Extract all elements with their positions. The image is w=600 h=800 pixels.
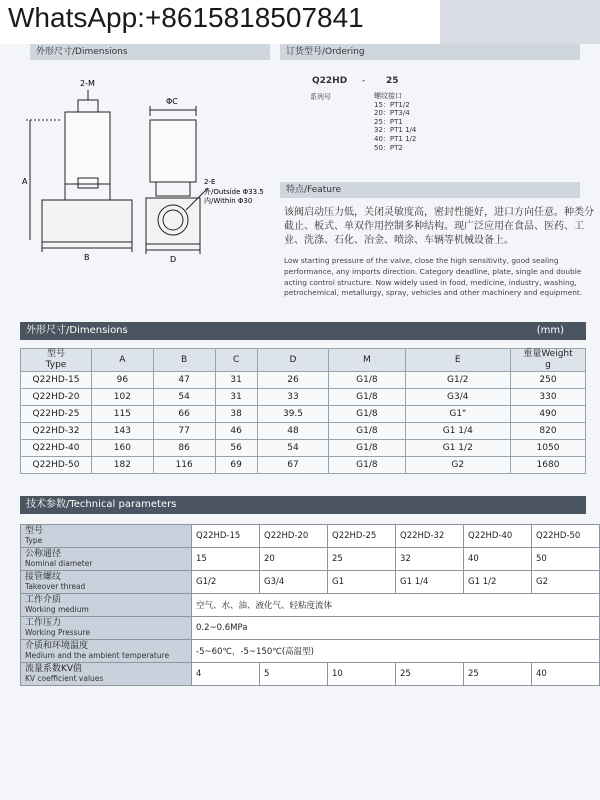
label-d: D <box>170 255 177 264</box>
table-cell: 250 <box>511 372 586 389</box>
tech-cell: 40 <box>464 548 532 571</box>
col-weight-cn: 重量Weight <box>523 349 573 359</box>
table-cell: G1/8 <box>329 372 405 389</box>
table-cell: 86 <box>153 440 215 457</box>
col-m: M <box>329 349 405 372</box>
table-cell: 143 <box>92 423 154 440</box>
dimensions-unit: (mm) <box>536 325 564 336</box>
col-b: B <box>153 349 215 372</box>
col-e: E <box>405 349 510 372</box>
tech-cell: 15 <box>192 548 260 571</box>
table-cell: G3/4 <box>405 389 510 406</box>
table-cell: 160 <box>92 440 154 457</box>
tech-model: Q22HD-20 <box>260 525 328 548</box>
tech-type-label <box>21 525 192 548</box>
tech-row-label-cn: 流量系数KV值 <box>25 664 83 674</box>
ordering-model-code: Q22HD <box>312 76 348 86</box>
ordering-port-label: 螺纹接口 <box>374 92 402 100</box>
table-cell: G1/8 <box>329 389 405 406</box>
tech-row-label-en: Medium and the ambient temperature <box>25 651 170 660</box>
table-cell: 66 <box>153 406 215 423</box>
label-2m: 2-M <box>80 79 95 88</box>
tech-row-working-medium <box>21 594 600 617</box>
table-cell: 96 <box>92 372 154 389</box>
tech-cell-span: 空气、水、油、液化气、轻粘度流体 <box>192 594 600 617</box>
feature-header: 特点/Feature <box>280 182 580 198</box>
table-cell: 54 <box>257 440 328 457</box>
dimensions-table <box>20 348 586 474</box>
tech-cell: 40 <box>532 663 600 686</box>
ordering-port-item: 15：PT1/2 <box>374 100 410 109</box>
ordering-port-item: 40：PT1 1/2 <box>374 134 417 143</box>
ordering-port-item: 25：PT1 <box>374 117 403 126</box>
table-cell: Q22HD-25 <box>21 406 92 423</box>
tech-row-takeover-thread <box>21 571 600 594</box>
tech-row-label <box>21 594 192 617</box>
col-type <box>21 349 92 372</box>
label-within: 内/Within Φ30 <box>204 197 253 205</box>
table-cell: G1/8 <box>329 457 405 474</box>
label-phic: ΦC <box>166 97 178 106</box>
tech-row-kv <box>21 663 600 686</box>
dimensions-table-header <box>20 322 586 340</box>
watermark-banner <box>0 0 440 44</box>
table-cell: G1/2 <box>405 372 510 389</box>
table-cell: 102 <box>92 389 154 406</box>
valve-dimension-drawing <box>20 60 270 320</box>
col-type-en: Type <box>45 360 67 370</box>
tech-row-label <box>21 663 192 686</box>
tech-row-label-cn: 公称通径 <box>25 549 62 559</box>
tech-cell: 25 <box>328 548 396 571</box>
tech-row-label-cn: 介质和环境温度 <box>25 641 89 651</box>
table-cell: 56 <box>215 440 257 457</box>
feature-text-cn: 该阀启动压力低，关闭灵敏度高，密封性能好，进口方向任意。种类分截止、板式、单双作用控制多种结构。现广泛应用在食品、医药、工业、洗涤、石化、冶金、喷涂、车辆等机械设备上。 <box>284 207 594 246</box>
table-cell: 33 <box>257 389 328 406</box>
tech-row-label-en: Nominal diameter <box>25 559 93 568</box>
tech-row-label-en: Working Pressure <box>25 628 90 637</box>
label-outside: 外/Outside Φ33.5 <box>204 188 264 196</box>
col-d: D <box>257 349 328 372</box>
table-cell: 48 <box>257 423 328 440</box>
tech-type-en: Type <box>25 536 43 545</box>
table-cell: G1" <box>405 406 510 423</box>
ordering-port-item: 50：PT2 <box>374 143 403 152</box>
tech-cell: G3/4 <box>260 571 328 594</box>
table-cell: 115 <box>92 406 154 423</box>
tech-row-nominal-diameter <box>21 548 600 571</box>
dimensions-drawing-header: 外形尺寸/Dimensions <box>30 44 270 60</box>
table-row <box>21 440 586 457</box>
tech-cell: G1 1/2 <box>464 571 532 594</box>
tech-row-label <box>21 617 192 640</box>
tech-cell: 10 <box>328 663 396 686</box>
tech-row-label <box>21 548 192 571</box>
tech-cell: 20 <box>260 548 328 571</box>
label-2e: 2-E <box>204 178 216 186</box>
tech-model: Q22HD-32 <box>396 525 464 548</box>
table-cell: 46 <box>215 423 257 440</box>
table-cell: 26 <box>257 372 328 389</box>
feature-text-en: Low starting pressure of the valve, close the high sensitivity, good sealing performance, any imports direction. Category deadline, plate, single and double acting control structure. Now widely used in food, medicine, industry, washing, petrochemical, metallurgy, spray, vehicles and other machinery and equipment. <box>284 256 583 298</box>
ordering-port-item: 20：PT3/4 <box>374 109 410 118</box>
tech-params-header: 技术参数/Technical parameters <box>20 496 586 514</box>
tech-cell: G1 1/4 <box>396 571 464 594</box>
tech-row-label-cn: 工作压力 <box>25 618 62 628</box>
tech-model: Q22HD-50 <box>532 525 600 548</box>
tech-params-table <box>20 524 600 686</box>
table-cell: Q22HD-50 <box>21 457 92 474</box>
ordering-header: 订货型号/Ordering <box>280 44 580 60</box>
table-row <box>21 457 586 474</box>
table-row <box>21 406 586 423</box>
tech-row-temperature <box>21 640 600 663</box>
tech-cell-span: 0.2~0.6MPa <box>192 617 600 640</box>
ordering-port-list <box>374 92 416 152</box>
table-cell: G2 <box>405 457 510 474</box>
table-cell: G1/8 <box>329 440 405 457</box>
tech-cell: 25 <box>464 663 532 686</box>
table-row <box>21 389 586 406</box>
table-cell: 38 <box>215 406 257 423</box>
col-c: C <box>215 349 257 372</box>
watermark-text: WhatsApp:+8615818507841 <box>8 2 364 33</box>
table-cell: Q22HD-32 <box>21 423 92 440</box>
table-cell: 31 <box>215 372 257 389</box>
col-type-cn: 型号 <box>46 349 65 359</box>
dimensions-table-title: 外形尺寸/Dimensions <box>26 325 128 336</box>
table-cell: 77 <box>153 423 215 440</box>
table-cell: 820 <box>511 423 586 440</box>
table-cell: 490 <box>511 406 586 423</box>
table-cell: 1050 <box>511 440 586 457</box>
label-b: B <box>84 253 90 262</box>
tech-model: Q22HD-40 <box>464 525 532 548</box>
tech-cell: 25 <box>396 663 464 686</box>
tech-type-row <box>21 525 600 548</box>
ordering-dash: - <box>362 76 366 86</box>
col-weight <box>511 349 586 372</box>
tech-cell: 4 <box>192 663 260 686</box>
tech-type-cn: 型号 <box>25 526 44 536</box>
table-cell: G1/8 <box>329 423 405 440</box>
col-a: A <box>92 349 154 372</box>
table-cell: 69 <box>215 457 257 474</box>
table-cell: 39.5 <box>257 406 328 423</box>
ordering-port-item: 32：PT1 1/4 <box>374 126 417 135</box>
tech-row-label-en: Takeover thread <box>25 582 86 591</box>
table-cell: 54 <box>153 389 215 406</box>
table-cell: 31 <box>215 389 257 406</box>
table-cell: 116 <box>153 457 215 474</box>
tech-cell: 32 <box>396 548 464 571</box>
tech-model: Q22HD-15 <box>192 525 260 548</box>
tech-cell: G1 <box>328 571 396 594</box>
tech-row-label <box>21 640 192 663</box>
tech-row-label <box>21 571 192 594</box>
table-cell: G1 1/2 <box>405 440 510 457</box>
table-cell: Q22HD-20 <box>21 389 92 406</box>
tech-row-working-pressure <box>21 617 600 640</box>
table-cell: 182 <box>92 457 154 474</box>
tech-cell-span: -5~60℃，-5~150℃(高温型) <box>192 640 600 663</box>
tech-cell: 5 <box>260 663 328 686</box>
tech-model: Q22HD-25 <box>328 525 396 548</box>
tech-cell: G1/2 <box>192 571 260 594</box>
tech-row-label-en: KV coefficient values <box>25 674 104 683</box>
table-cell: Q22HD-40 <box>21 440 92 457</box>
dimensions-table-head <box>21 349 586 372</box>
label-a: A <box>22 177 28 186</box>
table-row <box>21 423 586 440</box>
ordering-series-label: 系列号 <box>310 93 331 101</box>
tech-cell: G2 <box>532 571 600 594</box>
tech-cell: 50 <box>532 548 600 571</box>
col-weight-en: g <box>545 360 551 370</box>
table-cell: 47 <box>153 372 215 389</box>
table-cell: 330 <box>511 389 586 406</box>
ordering-size-code: 25 <box>386 76 399 86</box>
table-cell: G1/8 <box>329 406 405 423</box>
table-cell: 1680 <box>511 457 586 474</box>
tech-row-label-cn: 工作介质 <box>25 595 62 605</box>
tech-row-label-cn: 接管螺纹 <box>25 572 62 582</box>
table-cell: Q22HD-15 <box>21 372 92 389</box>
tech-row-label-en: Working medium <box>25 605 89 614</box>
table-row <box>21 372 586 389</box>
table-cell: 67 <box>257 457 328 474</box>
table-cell: G1 1/4 <box>405 423 510 440</box>
